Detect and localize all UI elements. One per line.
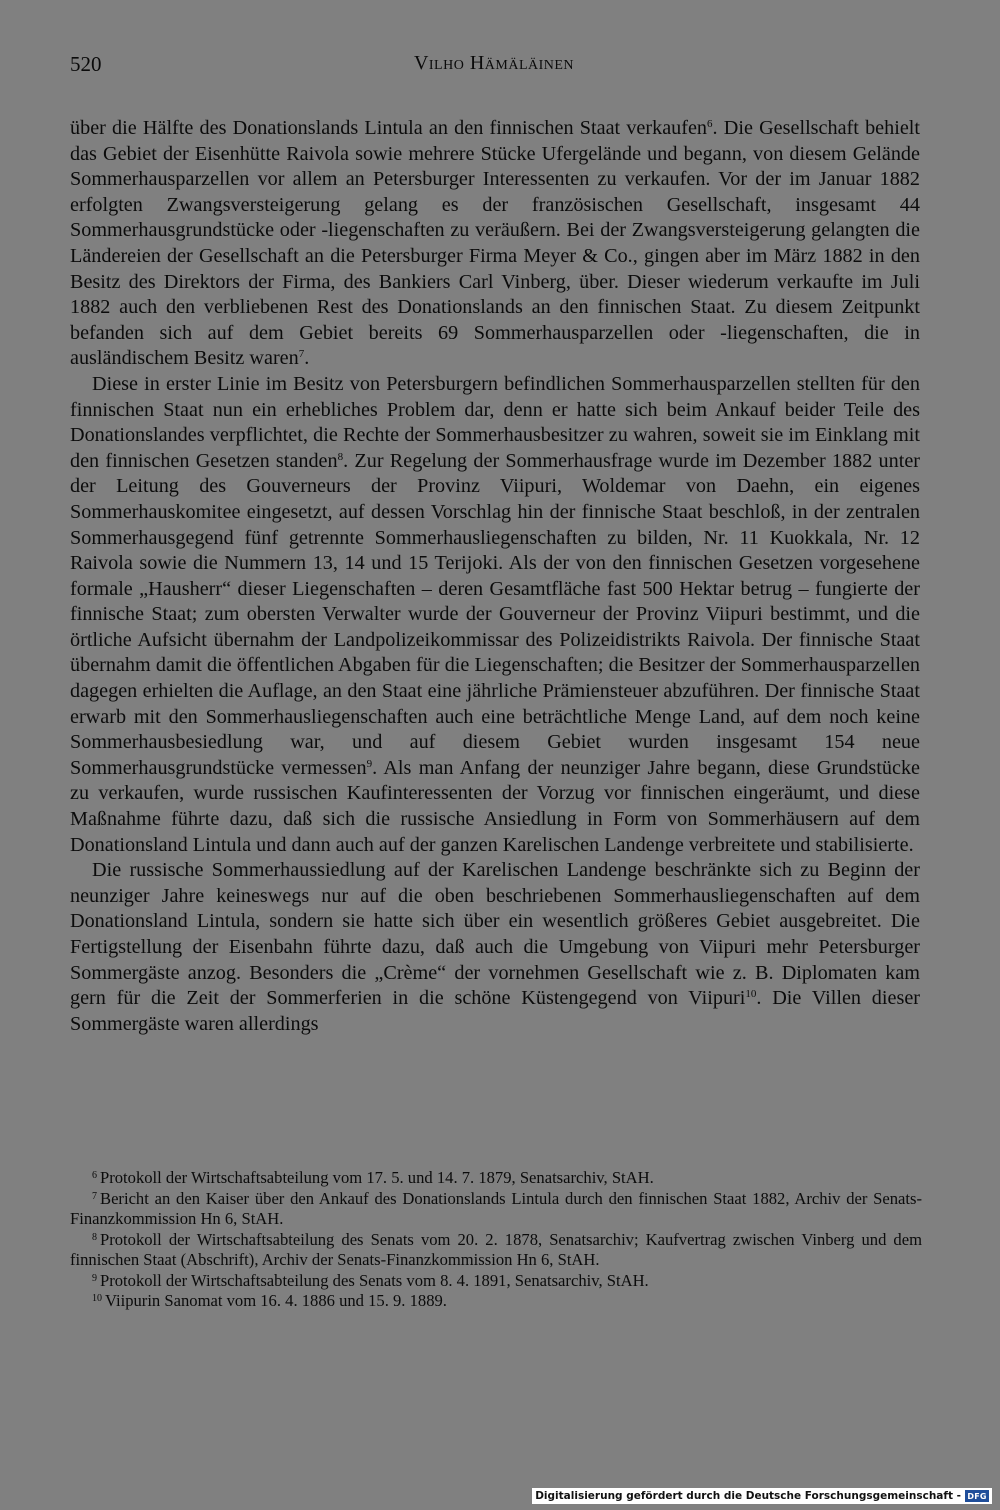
footnote-text: Bericht an den Kaiser über den Ankauf des Donationslands Lintula durch den finnischen Staat 1882, Archiv der Senats-Finanzkommission Hn 6, StAH. — [70, 1188, 922, 1228]
footnote-ref: 6 — [707, 118, 713, 130]
footnotes — [70, 1168, 922, 1312]
footnote — [70, 1168, 922, 1189]
credit-text: Digitalisierung gefördert durch die Deutsche Forschungsgemeinschaft - — [535, 1490, 961, 1502]
dfg-credit — [532, 1488, 992, 1504]
paragraph — [70, 858, 920, 1037]
footnote-text: Protokoll der Wirtschaftsabteilung des Senats vom 8. 4. 1891, Senatsarchiv, StAH. — [100, 1270, 649, 1290]
footnote-mark: 9 — [92, 1272, 97, 1284]
footnote-ref: 9 — [366, 757, 373, 770]
page-number: 520 — [70, 52, 102, 76]
paragraph — [70, 372, 920, 858]
footnote-mark: 10 — [92, 1293, 102, 1304]
footnote-ref: 7 — [298, 348, 305, 361]
paragraph-text: Diese in erster Linie im Besitz von Petersburgern befindlichen Sommerhausparzellen stellten für den finnischen Staat nun ein erhebliches Problem dar, denn er hatte sich beim Ankauf beider Teile des Donationslandes verpflichtet, die Rechte der Sommerhausbesitzer zu wahren, soweit sie im Einklang mit den finnischen Gesetzen standen — [70, 372, 920, 472]
paragraph-text: . Als man Anfang der neunziger Jahre begann, diese Grundstücke zu verkaufen, wurde russischen Kaufinteressenten der Vorzug vor finnischen eingeräumt, und diese Maßnahme führte dazu, daß sich die russische Ansiedlung in Form von Sommerhäusern auf dem Donationsland Lintula und dann auch auf der ganzen Karelischen Landenge verbreitete und stabilisierte. — [70, 756, 921, 856]
footnote-mark: 8 — [92, 1231, 97, 1243]
footnote-text: Protokoll der Wirtschaftsabteilung vom 17. 5. und 14. 7. 1879, Senatsarchiv, StAH. — [100, 1168, 654, 1187]
footnote — [70, 1230, 922, 1271]
paragraph — [70, 116, 920, 372]
page-header — [70, 52, 918, 82]
footnote-mark: 7 — [92, 1190, 97, 1202]
footnote — [70, 1271, 922, 1292]
running-head: Vilho Hämäläinen — [413, 52, 575, 74]
body-text — [70, 116, 920, 1037]
paragraph-text: über die Hälfte des Donationslands Lintula an den finnischen Staat verkaufen — [70, 117, 708, 139]
paragraph-text: . Zur Regelung der Sommerhausfrage wurde im Dezember 1882 unter der Leitung des Gouverneurs der Provinz Viipuri, Woldemar von Daehn, ein eigenes Sommerhauskomitee eingesetzt, auf dessen Vorschlag hin der finnische Staat beschloß, in der zentralen Sommerhausgegend fünf getrennte Sommerhausliegenschaften zu bilden, Nr. 11 Kuokkala, Nr. 12 Raivola sowie die Nummern 13, 14 und 15 Terijoki. Als der von den finnischen Gesetzen vorgesehene formale „Hausherr“ dieser Liegenschaften – deren Gesamtfläche fast 500 Hektar betrug – fungierte der finnische Staat; zum obersten Verwalter wurde der Gouverneur der Provinz Viipuri bestimmt, und die örtliche Aufsicht übernahm der Landpolizeikommissar des Polizeidistrikts Raivola. Der finnische Staat übernahm damit die öffentlichen Abgaben für die Liegenschaften; die Besitzer der Sommerhausparzellen dagegen erhielten die Auflage, an den Staat eine jährliche Prämiensteuer abzuführen. Der finnische Staat erwarb mit den Sommerhausliegenschaften auch eine beträchtliche Menge Land, auf dem noch keine Sommerhausbesiedlung war, und auf diesem Gebiet wurden insgesamt 154 neue Sommerhausgrundstücke vermessen — [70, 449, 921, 779]
footnote — [70, 1291, 922, 1312]
footnote-text: Viipurin Sanomat vom 16. 4. 1886 und 15. 9. 1889. — [105, 1291, 447, 1310]
paragraph-text: . — [304, 347, 310, 370]
footnote-mark: 6 — [92, 1170, 97, 1181]
paragraph-text: . Die Villen dieser Sommergäste waren allerdings — [70, 987, 920, 1035]
footnote-ref: 10 — [745, 988, 757, 1001]
dfg-logo-icon: DFG — [965, 1490, 989, 1502]
footnote — [70, 1189, 922, 1230]
footnote-ref: 8 — [337, 450, 344, 463]
footnote-text: Protokoll der Wirtschaftsabteilung des Senats vom 20. 2. 1878, Senatsarchiv; Kaufvertrag zwischen Vinberg und dem finnischen Staat (Abschrift), Archiv der Senats-Finanzkommission Hn 6, StAH. — [70, 1229, 922, 1269]
paragraph-text: Die russische Sommerhaussiedlung auf der Karelischen Landenge beschränkte sich zu Beginn der neunziger Jahre keineswegs nur auf die oben beschriebenen Sommerhausliegenschaften auf dem Donationsland Lintula, sondern sie hatte sich über ein wesentlich größeres Gebiet ausgebreitet. Die Fertigstellung der Eisenbahn führte dazu, daß auch die Umgebung von Viipuri mehr Petersburger Sommergäste anzog. Besonders die „Crème“ der vornehmen Gesellschaft wie z. B. Diplomaten kam gern für die Zeit der Sommerferien in die schöne Küstengegend von Viipuri — [70, 859, 920, 1010]
paragraph-text: . Die Gesellschaft behielt das Gebiet der Eisenhütte Raivola sowie mehrere Stücke Ufergelände und begann, von diesem Gelände Sommerhausparzellen vor allem an Petersburger Interessenten zu verkaufen. Vor der im Januar 1882 erfolgten Zwangsversteigerung gelang es der französischen Gesellschaft, insgesamt 44 Sommerhausgrundstücke oder -liegenschaften zu veräußern. Bei der Zwangsversteigerung gelangten die Ländereien der Gesellschaft an die Petersburger Firma Meyer & Co., gingen aber im März 1882 in den Besitz des Direktors der Firma, des Bankiers Carl Vinberg, über. Dieser wiederum verkaufte im Juli 1882 auch den verbliebenen Rest des Donationslands an den finnischen Staat. Zu diesem Zeitpunkt befanden sich auf dem Gebiet bereits 69 Sommerhausparzellen oder -liegenschaften, die in ausländischem Besitz waren — [70, 117, 920, 370]
